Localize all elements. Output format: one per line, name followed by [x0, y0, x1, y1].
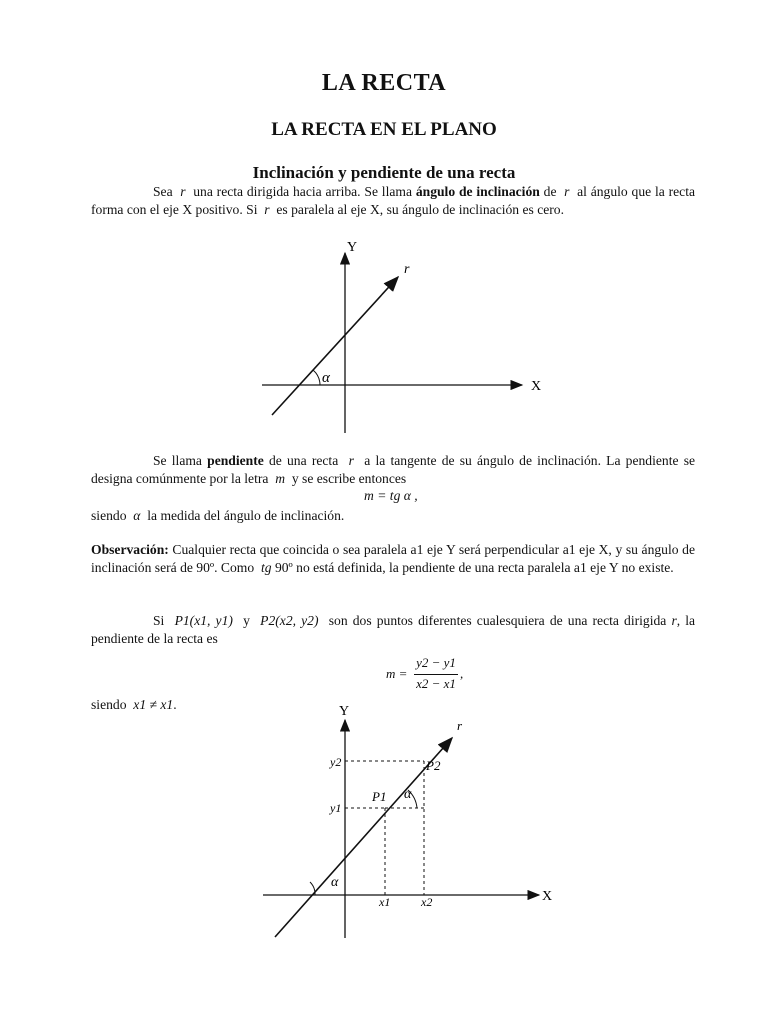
p2-label: P2: [426, 758, 441, 773]
alpha-label-p1: α: [404, 787, 412, 802]
section-heading: Inclinación y pendiente de una recta: [252, 163, 516, 182]
line-r-label: r: [457, 718, 463, 733]
paragraph-condition: siendo x1 ≠ x1.: [91, 697, 177, 712]
paragraph-slope: Se llama pendiente de una recta r a la tangente de su ángulo de inclinación. La pendiente se designa comúnmente por la letra m y se escribe entonces: [91, 453, 696, 486]
page-title: LA RECTA: [321, 70, 447, 96]
figure-two-points: [255, 700, 565, 945]
x-axis-label: X: [542, 889, 553, 904]
paragraph-two-points: Si P1(x1, y1) y P2(x2, y2) son dos puntos diferentes cualesquiera de una recta dirigida r, la pendiente de la recta es: [91, 613, 696, 646]
page-subtitle: LA RECTA EN EL PLANO: [271, 119, 497, 140]
y-axis-label: Y: [347, 240, 358, 255]
equation-slope-two-points: m = y2 − y1 x2 − x1 ,: [386, 655, 464, 691]
line-r-label: r: [404, 262, 410, 277]
x1-label: x1: [379, 895, 391, 909]
y2-label: y2: [330, 755, 342, 769]
alpha-label-bottom: α: [331, 875, 339, 890]
paragraph-alpha: siendo α la medida del ángulo de inclinación.: [91, 508, 345, 523]
equation-slope-tangent: m = tg α ,: [364, 488, 418, 503]
x2-label: x2: [421, 895, 433, 909]
y-axis-label: Y: [339, 704, 350, 719]
y1-label: y1: [330, 801, 342, 815]
observation-note: Observación: Cualquier recta que coincida o sea paralela a1 eje Y será perpendicular a1 eje X, y su ángulo de inclinación será de 90º. Como tg 90º no está definida, la pendiente de una recta paralela a1 eje Y no existe.: [91, 542, 695, 575]
paragraph-inclination: Sea r una recta dirigida hacia arriba. Se llama ángulo de inclinación de r al ángulo que la recta forma con el eje X positivo. Si r es paralela al eje X, su ángulo de inclinación es cero.: [91, 184, 696, 217]
x-axis-label: X: [531, 379, 542, 394]
p1-label: P1: [372, 789, 387, 804]
alpha-arc: [313, 370, 320, 385]
alpha-label: α: [322, 370, 330, 386]
line-r: [272, 277, 398, 415]
figure-inclination-angle: [250, 236, 550, 441]
